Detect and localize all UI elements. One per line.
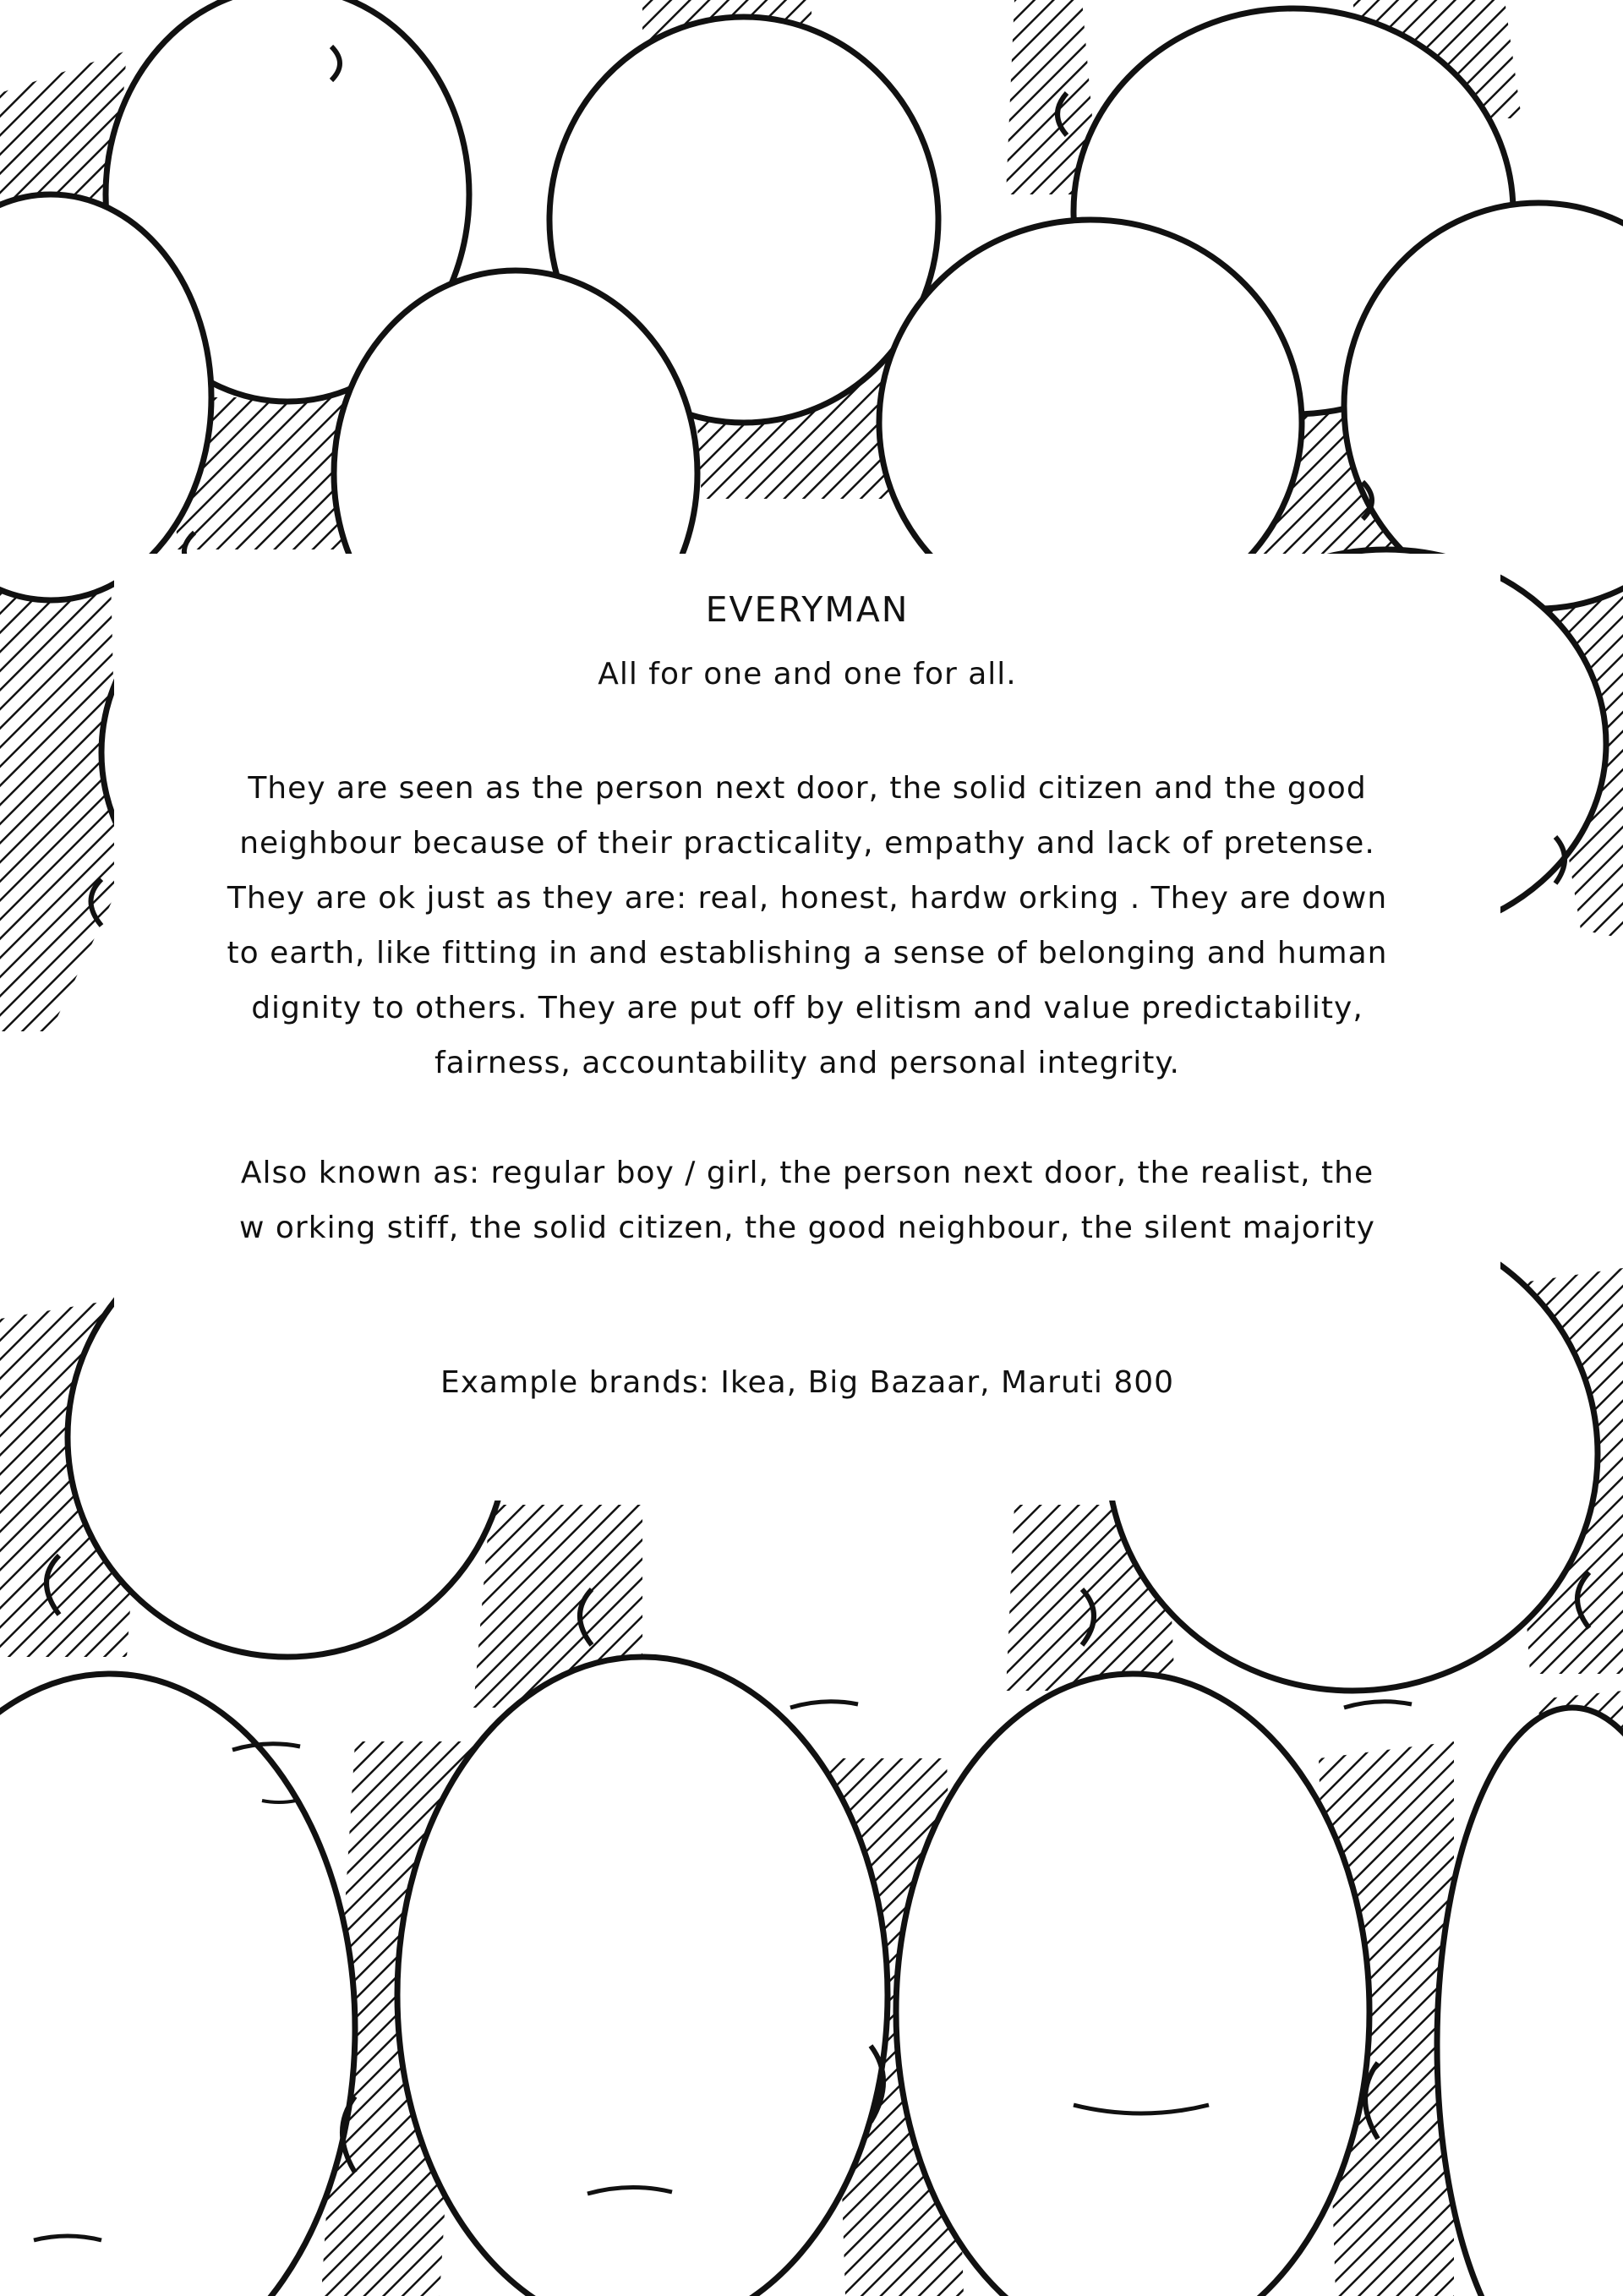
also-known-line: w orking stiff, the solid citizen, the good neighbour, the silent majority (239, 1211, 1375, 1245)
example-brands: Example brands: Ikea, Big Bazaar, Maruti 800 (440, 1365, 1175, 1400)
description-line: to earth, like fitting in and establishing a sense of belonging and human (227, 936, 1388, 970)
also-known-line: Also known as: regular boy / girl, the person next door, the realist, the (240, 1156, 1374, 1190)
archetype-text-panel (114, 554, 1500, 1501)
tagline: All for one and one for all. (598, 657, 1017, 692)
description-line: They are seen as the person next door, the solid citizen and the good (248, 771, 1367, 806)
description (182, 761, 1433, 1091)
also-known-as (182, 1145, 1433, 1255)
description-line: fairness, accountability and personal integrity. (434, 1046, 1180, 1080)
description-line: neighbour because of their practicality, empathy and lack of pretense. (239, 826, 1375, 861)
description-line: They are ok just as they are: real, honest, hardw orking . They are down (227, 881, 1388, 916)
page-title: EVERYMAN (705, 589, 910, 630)
description-line: dignity to others. They are put off by elitism and value predictability, (251, 991, 1363, 1025)
